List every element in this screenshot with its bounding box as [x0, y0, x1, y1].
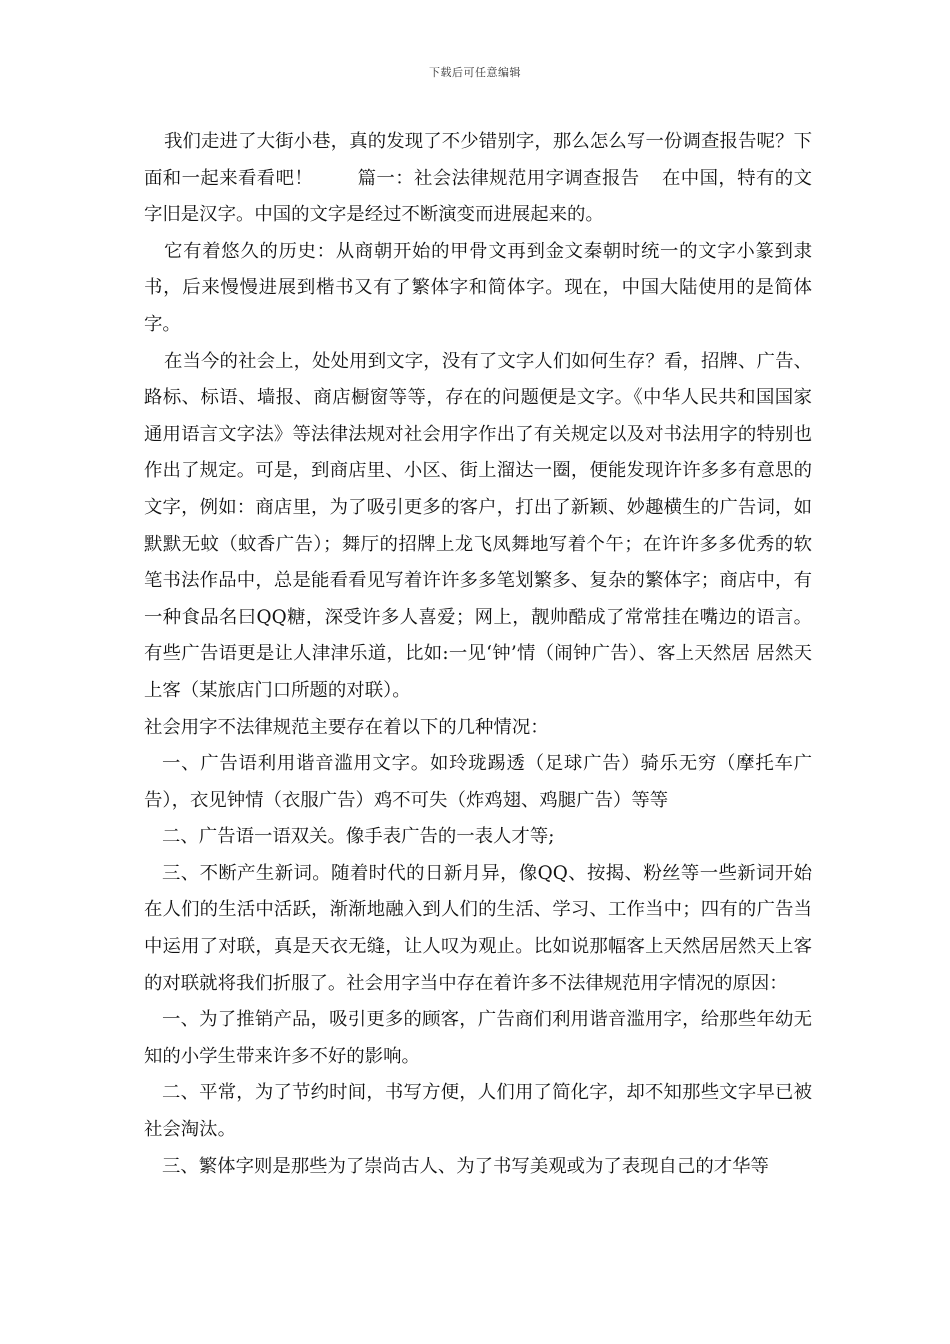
document-body [144, 124, 812, 1185]
intro-text-1: 我们走进了大街小巷，真的发现了不少错别字，那么怎么写一份调查报告呢？下面和一起来看看吧！ [144, 131, 812, 189]
paragraph-society: 在当今的社会上，处处用到文字，没有了文字人们如何生存？看，招牌、广告、路标、标语、墙报、商店橱窗等等，存在的问题便是文字。《中华人民共和国国家通用语言文字法》等法律法规对社会用字作出了有关规定以及对书法用字的特别也作出了规定。可是，到商店里、小区、街上溜达一圈，便能发现许许多多有意思的文字，例如：商店里，为了吸引更多的客户，打出了新颖、妙趣横生的广告词，如默默无蚊（蚊香广告）；舞厅的招牌上龙飞凤舞地写着个午；在许许多多优秀的软笔书法作品中，总是能看看见写着许许多多笔划繁多、复杂的繁体字；商店中，有一种食品名曰QQ糖，深受许多人喜爱；网上，靓帅酷成了常常挂在嘴边的语言。有些广告语更是让人津津乐道，比如:一见‘钟’情（闹钟广告）、客上天然居 居然天上客（某旅店门口所题的对联）。 [144, 350, 812, 701]
paragraph-item-3: 三、不断产生新词。随着时代的日新月异，像QQ、按揭、粉丝等一些新词开始在人们的生活中活跃，渐渐地融入到人们的生活、学习、工作当中；四有的广告当中运用了对联，真是天衣无缝，让人叹为观止。比如说那幅客上天然居居然天上客的对联就将我们折服了。社会用字当中存在着许多不法律规范用字情况的原因： [144, 862, 812, 994]
report-title: 篇一：社会法律规范用字调查报告 [357, 167, 640, 189]
intro-paragraph [144, 124, 812, 234]
paragraph-reason-2: 二、平常，为了节约时间，书写方便，人们用了简化字，却不知那些文字早已被社会淘汰。 [144, 1082, 812, 1141]
paragraph-situations-heading: 社会用字不法律规范主要存在着以下的几种情况： [144, 716, 549, 738]
paragraph-reason-1: 一、为了推销产品，吸引更多的顾客，广告商们利用谐音滥用字，给那些年幼无知的小学生带来许多不好的影响。 [144, 1009, 812, 1067]
paragraph-reason-3: 三、繁体字则是那些为了崇尚古人、为了书写美观或为了表现自己的才华等 [162, 1155, 769, 1177]
paragraph-item-1: 一、广告语利用谐音滥用文字。如玲珑踢透（足球广告）骑乐无穷（摩托车广告），衣见钟情（衣服广告）鸡不可失（炸鸡翅、鸡腿广告）等等 [144, 753, 812, 811]
page-header-note: 下载后可任意编辑 [429, 66, 521, 79]
paragraph-history: 它有着悠久的历史：从商朝开始的甲骨文再到金文秦朝时统一的文字小篆到隶书，后来慢慢进展到楷书又有了繁体字和简体字。现在，中国大陆使用的是简体字。 [144, 240, 812, 335]
paragraph-item-2: 二、广告语一语双关。像手表广告的一表人才等; [162, 826, 555, 848]
intro-text-2: 在中国，特有的文字旧是汉字。中国的文字是经过不断演变而进展起来的。 [144, 167, 812, 226]
